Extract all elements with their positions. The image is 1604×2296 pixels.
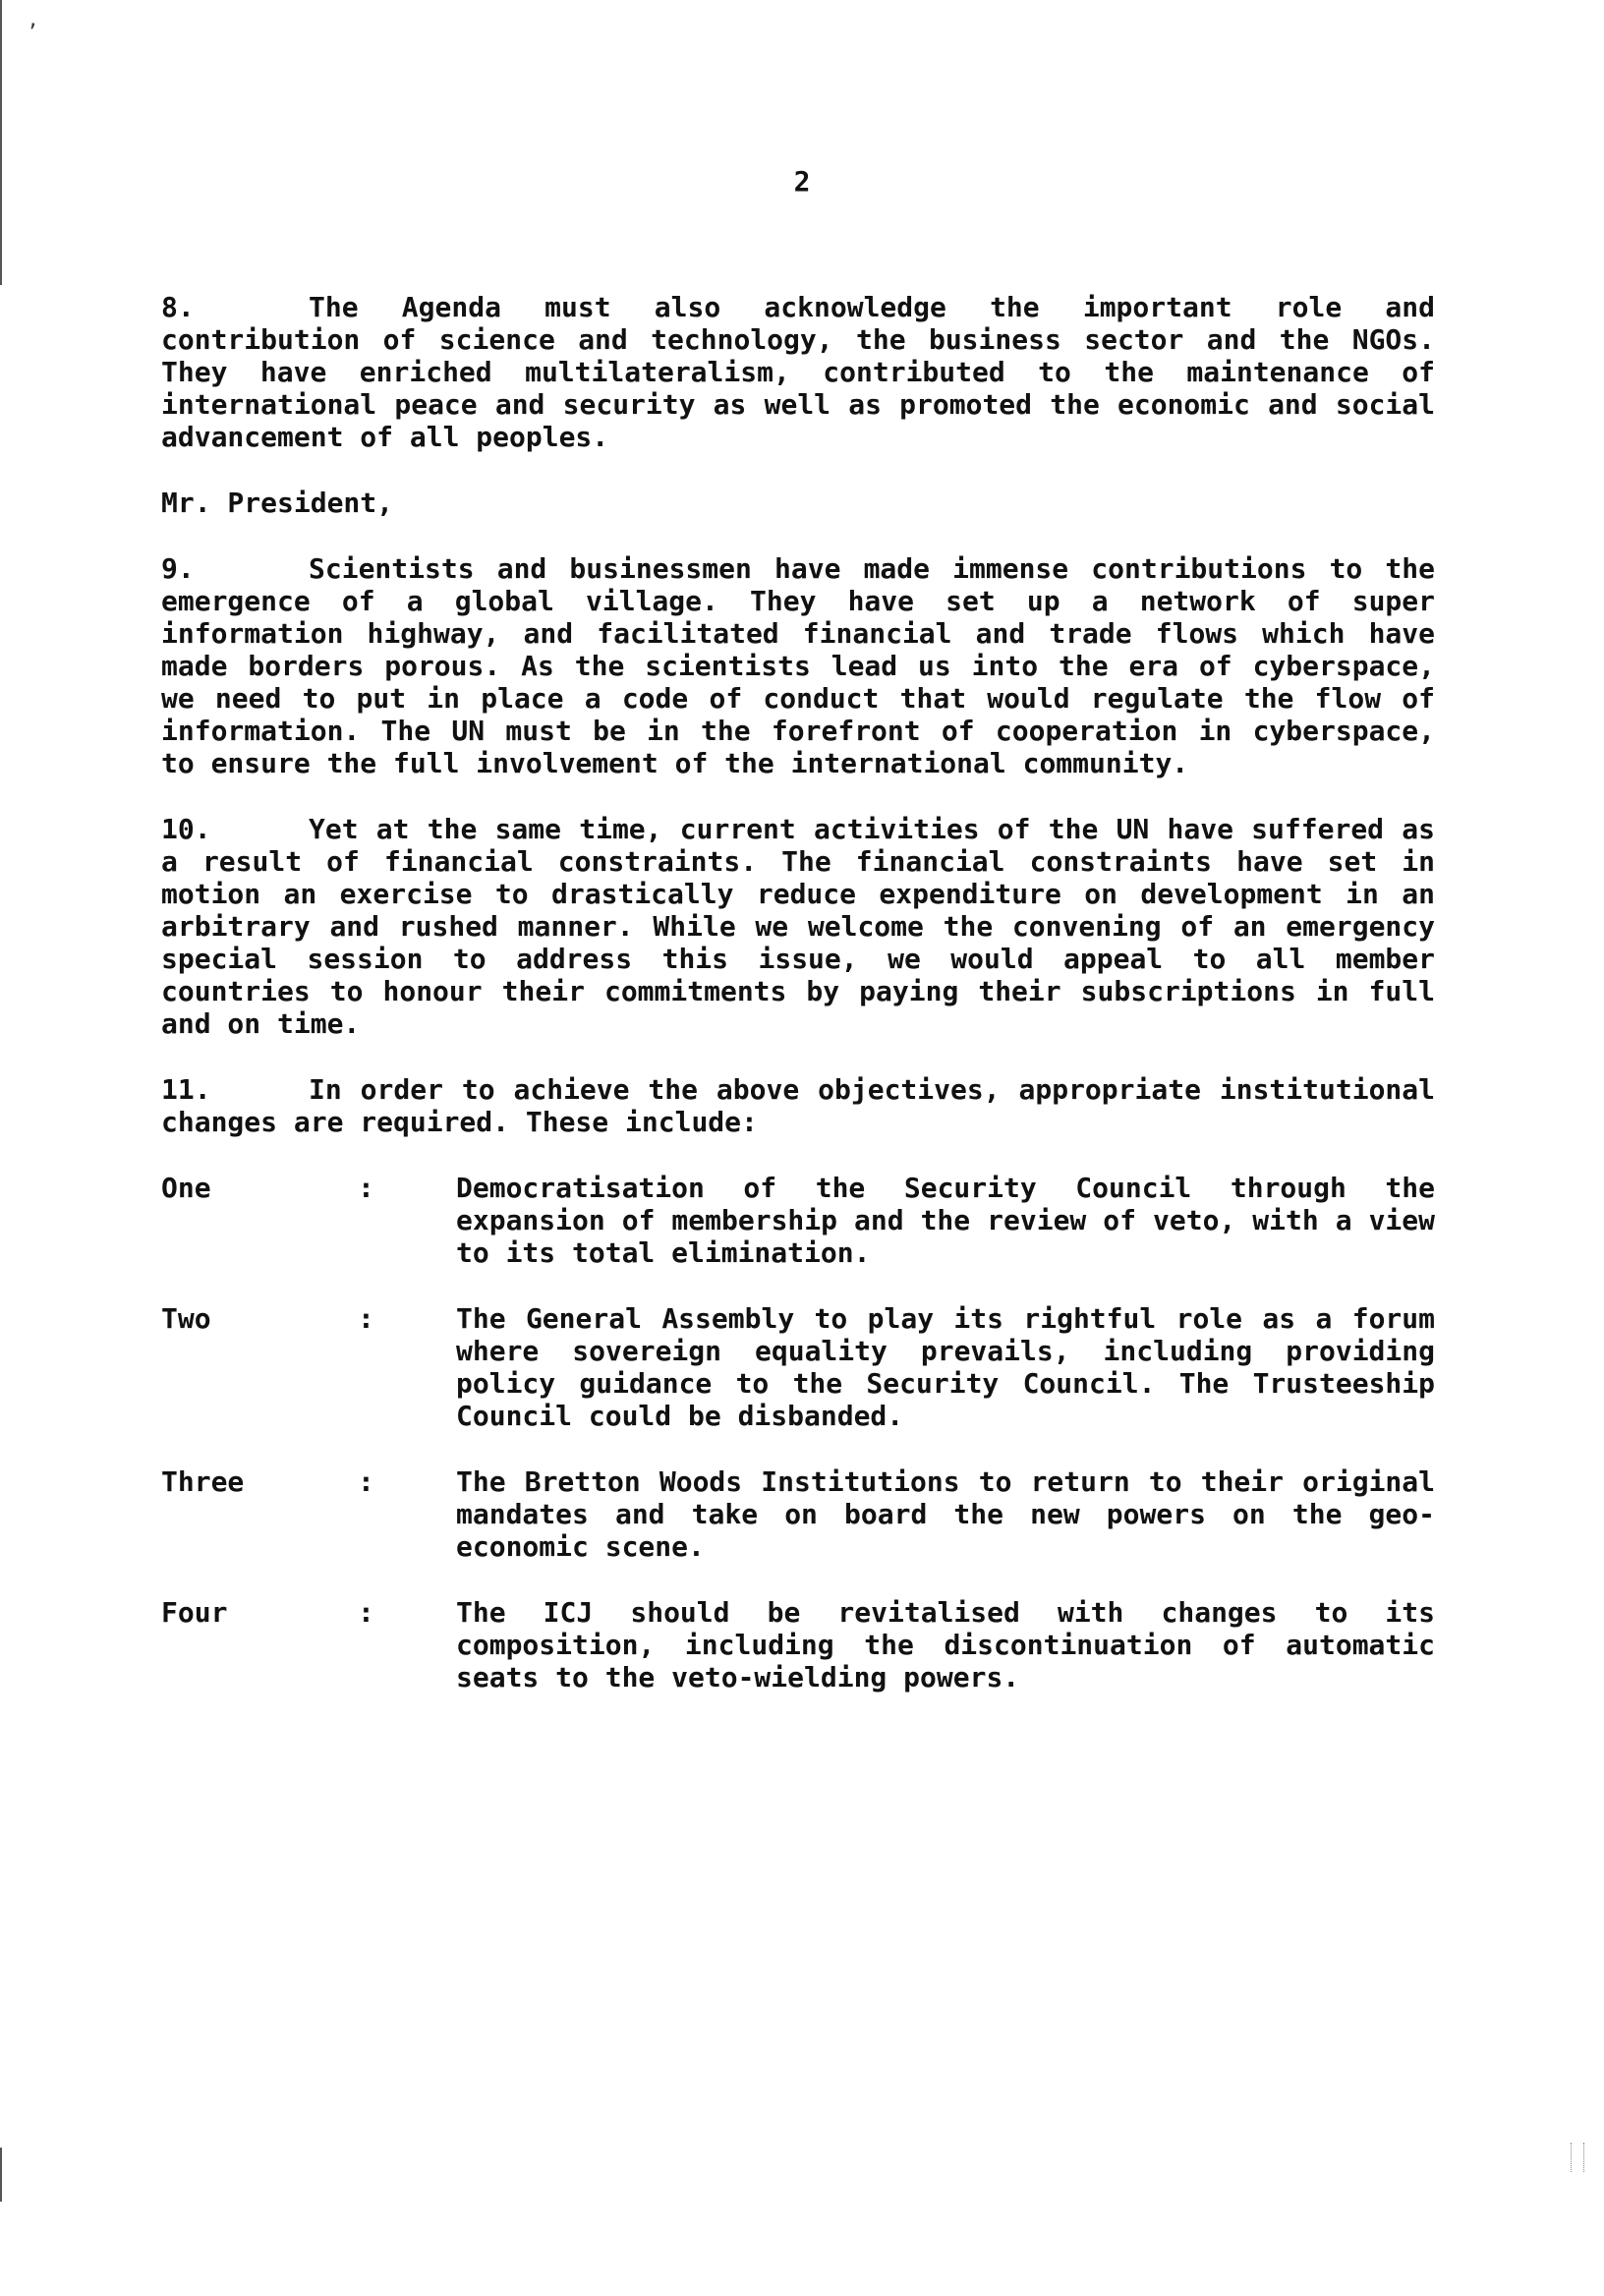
scan-corner-mark [1571,2143,1584,2172]
list-item-text: The ICJ should be revitalised with changes to its composition, including the discontinuation of automatic seats to the veto-wielding powers. [456,1596,1435,1693]
paragraph-11 [161,1073,1435,1138]
salutation: Mr. President, [161,487,394,519]
list-item-text: Democratisation of the Security Council through the expansion of membership and the review of veto, with a view to its total elimination. [456,1172,1435,1269]
paragraph-text: Yet at the same time, current activities of the UN have suffered as a result of financial constraints. The financial constraints have set in motion an exercise to drastically reduce expenditure on development in an arbitrary and rushed manner. While we welcome the convening of an emergency special session to address this issue, we would appeal to all member countries to honour their commitments by paying their subscriptions in full and on time. [161,813,1435,1040]
paragraph-text: The Agenda must also acknowledge the important role and contribution of science and technology, the business sector and the NGOs. They have enriched multilateralism, contributed to the maintenance of international peace and security as well as promoted the economic and social advancement of all peoples. [161,291,1435,453]
list-item-label: Two [161,1302,211,1335]
scan-edge-bottom [0,2148,2,2202]
list-item-text: The General Assembly to play its rightful role as a forum where sovereign equality prevails, including providing policy guidance to the Security Council. The Trusteeship Council could be disbanded. [456,1302,1435,1432]
page-number: 2 [793,165,811,198]
paragraph-10 [161,813,1435,1040]
paragraph-number: 9. [161,552,195,585]
list-item-label: One [161,1172,211,1204]
list-item-colon: : [358,1172,374,1204]
list-item-four [161,1596,1435,1693]
paragraph-text: In order to achieve the above objectives, appropriate institutional changes are required. These include: [161,1073,1435,1138]
list-item-two [161,1302,1435,1432]
list-item-label: Three [161,1465,245,1498]
list-item-text: The Bretton Woods Institutions to return to their original mandates and take on board the new powers on the geo-economic scene. [456,1465,1435,1563]
list-item-colon: : [358,1465,374,1498]
list-item-colon: : [358,1302,374,1335]
document-body [161,291,1435,1727]
paragraph-8 [161,291,1435,453]
list-item-three [161,1465,1435,1563]
paragraph-number: 10. [161,813,211,845]
list-item-one [161,1172,1435,1269]
list-item-colon: : [358,1596,374,1629]
paragraph-number: 11. [161,1073,211,1106]
scan-speck: ’ [27,20,39,43]
scan-edge-top [0,0,2,285]
paragraph-text: Scientists and businessmen have made immense contributions to the emergence of a global village. They have set up a network of super information highway, and facilitated financial and trade flows which have made borders porous. As the scientists lead us into the era of cyberspace, we need to put in place a code of conduct that would regulate the flow of information. The UN must be in the forefront of cooperation in cyberspace, to ensure the full involvement of the international community. [161,552,1435,779]
list-item-label: Four [161,1596,228,1629]
paragraph-number: 8. [161,291,195,323]
paragraph-9 [161,552,1435,779]
